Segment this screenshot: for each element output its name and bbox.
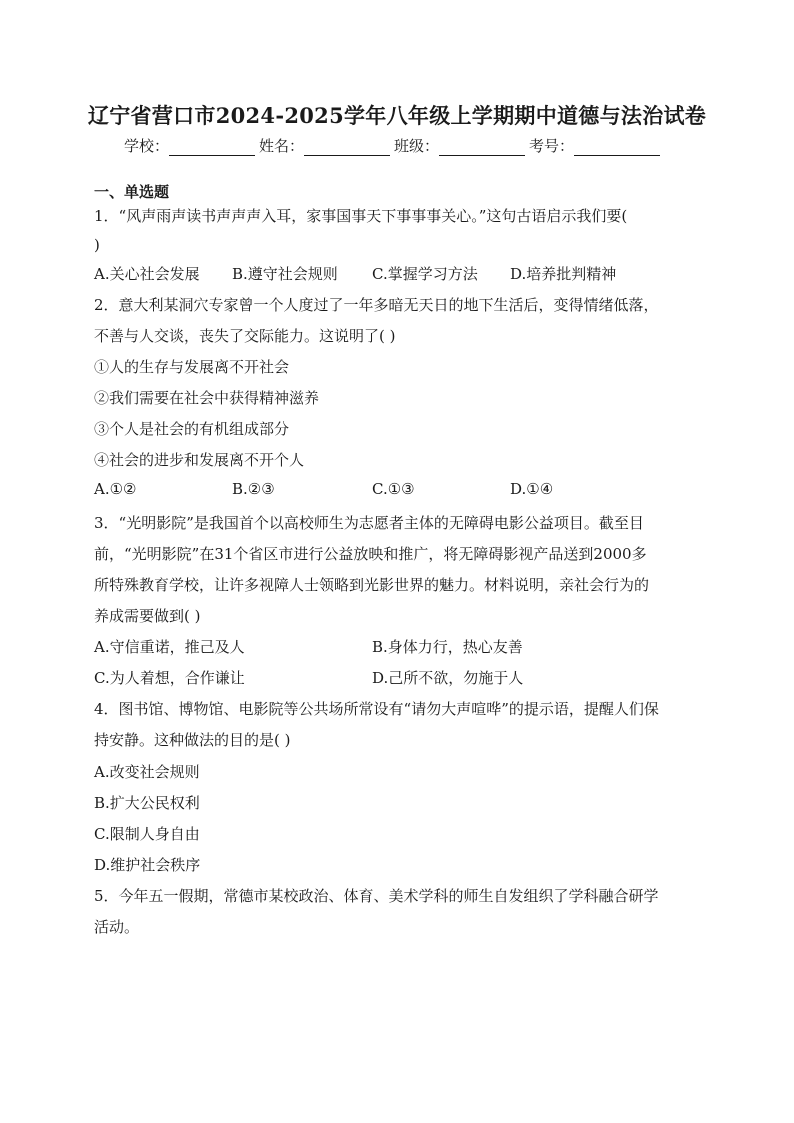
class-label: 班级：	[394, 137, 440, 155]
q3-line-3: 所特殊教育学校，让许多视障人士领略到光影世界的魅力。材料说明，亲社会行为的	[94, 576, 650, 594]
q3-line-4: 养成需要做到( )	[94, 607, 201, 625]
q3-line-2: 前，“光明影院”在31个省区市进行公益放映和推广，将无障碍影视产品送到2000多	[94, 545, 647, 563]
q3-option-d: D.己所不欲，勿施于人	[372, 669, 524, 687]
q2-line-1: 2．意大利某洞穴专家曾一个人度过了一年多暗无天日的地下生活后，变得情绪低落，	[94, 296, 659, 314]
id-blank[interactable]	[574, 139, 660, 156]
q3-option-c: C.为人着想，合作谦让	[94, 669, 245, 687]
q3-option-b: B.身体力行，热心友善	[372, 638, 523, 656]
q2-option-b: B.②③	[232, 480, 275, 498]
q3-line-1: 3．“光明影院”是我国首个以高校师生为志愿者主体的无障碍电影公益项目。截至目	[94, 514, 644, 532]
school-blank[interactable]	[169, 139, 255, 156]
q1-option-a: A.关心社会发展	[94, 265, 200, 283]
q5-line-1: 5．今年五一假期，常德市某校政治、体育、美术学科的师生自发组织了学科融合研学	[94, 887, 659, 905]
q4-option-a: A.改变社会规则	[94, 763, 200, 781]
exam-title: 辽宁省营口市2024-2025学年八年级上学期期中道德与法治试卷	[87, 103, 707, 128]
name-label: 姓名：	[259, 137, 305, 155]
q1-option-d: D.培养批判精神	[510, 265, 617, 283]
q4-option-c: C.限制人身自由	[94, 825, 200, 843]
q1-option-b: B.遵守社会规则	[232, 265, 338, 283]
q2-option-d: D.①④	[510, 480, 554, 498]
q2-statement-2: ②我们需要在社会中获得精神滋养	[94, 389, 320, 407]
q3-option-a: A.守信重诺，推己及人	[94, 638, 245, 656]
class-blank[interactable]	[439, 139, 525, 156]
id-label: 考号：	[529, 137, 575, 155]
q2-statement-4: ④社会的进步和发展离不开个人	[94, 451, 305, 469]
q2-option-a: A.①②	[94, 480, 137, 498]
q5-line-2: 活动。	[94, 918, 140, 936]
name-blank[interactable]	[304, 139, 390, 156]
q2-statement-1: ①人的生存与发展离不开社会	[94, 358, 290, 376]
school-label: 学校：	[124, 137, 170, 155]
q4-line-2: 持安静。这种做法的目的是( )	[94, 731, 291, 749]
q2-line-2: 不善与人交谈，丧失了交际能力。这说明了( )	[94, 327, 396, 345]
q2-statement-3: ③个人是社会的有机组成部分	[94, 420, 290, 438]
q1-option-c: C.掌握学习方法	[372, 265, 478, 283]
q4-option-d: D.维护社会秩序	[94, 856, 201, 874]
q4-option-b: B.扩大公民权利	[94, 794, 200, 812]
q1-line-2: )	[94, 236, 100, 254]
q4-line-1: 4．图书馆、博物馆、电影院等公共场所常设有“请勿大声喧哗”的提示语，提醒人们保	[94, 700, 659, 718]
student-info-row	[124, 135, 664, 156]
q2-option-c: C.①③	[372, 480, 415, 498]
section-heading: 一、单选题	[94, 183, 170, 201]
q1-line-1: 1．“风声雨声读书声声声入耳，家事国事天下事事事关心。”这句古语启示我们要(	[94, 207, 628, 225]
